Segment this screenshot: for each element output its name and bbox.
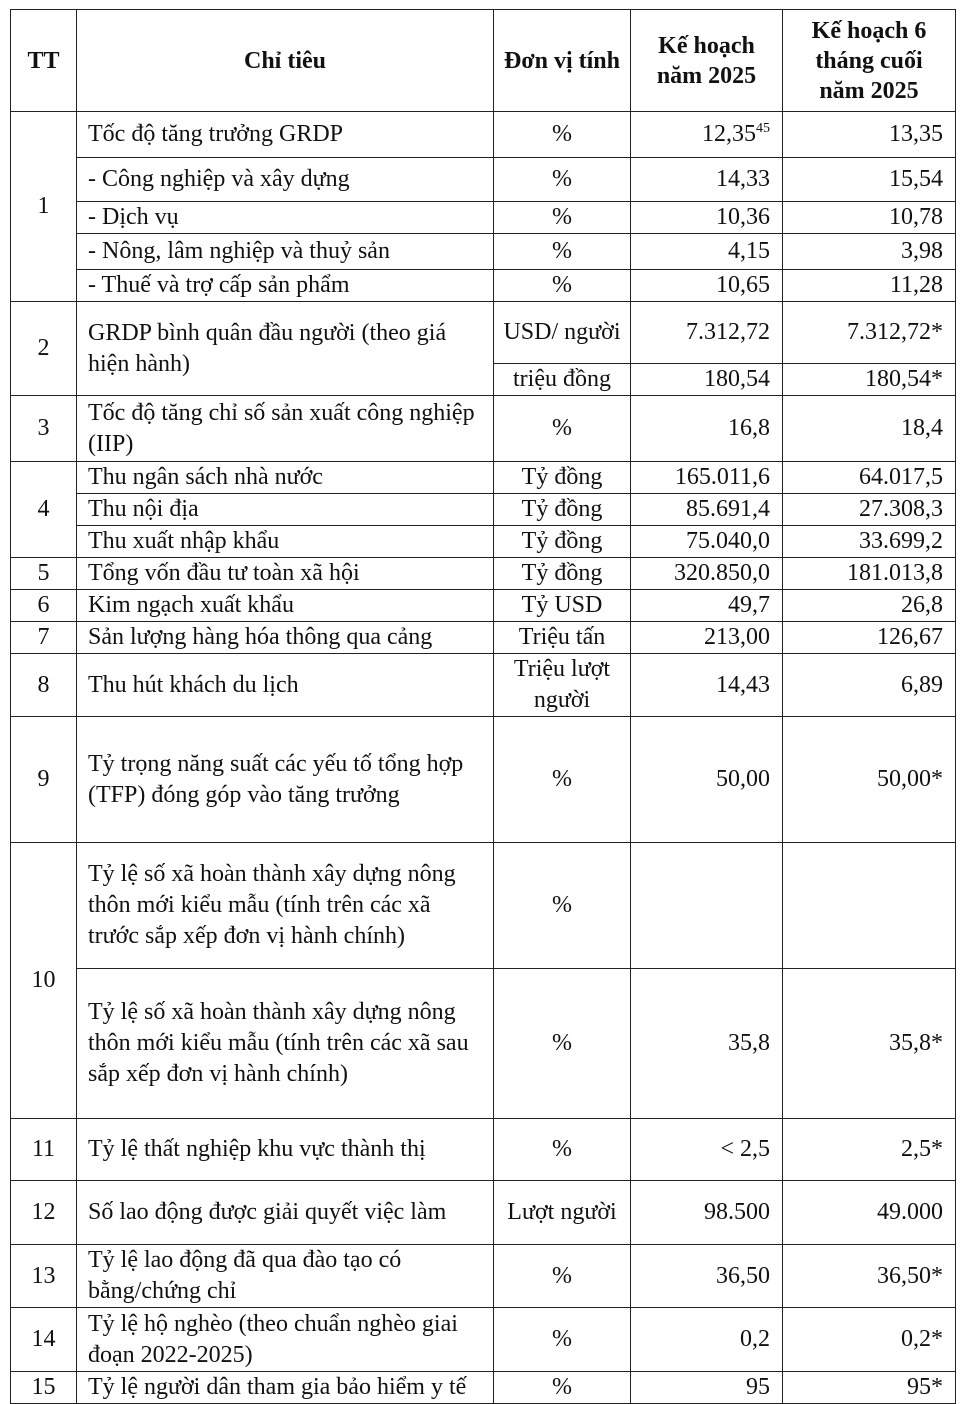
plan-6m-value: 7.312,72* bbox=[783, 302, 956, 364]
plan-year-value: 98.500 bbox=[631, 1181, 783, 1245]
indicator-unit: Triệu lượt người bbox=[494, 654, 631, 717]
row-number: 15 bbox=[11, 1372, 77, 1404]
row-number: 9 bbox=[11, 717, 77, 843]
table-row bbox=[11, 1372, 956, 1404]
indicator-name: - Công nghiệp và xây dựng bbox=[77, 158, 494, 202]
plan-year-value: 165.011,6 bbox=[631, 462, 783, 494]
table-row bbox=[11, 462, 956, 494]
plan-6m-value: 64.017,5 bbox=[783, 462, 956, 494]
plan-6m-value: 181.013,8 bbox=[783, 558, 956, 590]
plan-year-value: 50,00 bbox=[631, 717, 783, 843]
indicator-name: Tỷ trọng năng suất các yếu tố tổng hợp (TFP) đóng góp vào tăng trưởng bbox=[77, 717, 494, 843]
plan-year-value: 85.691,4 bbox=[631, 494, 783, 526]
header-plan-6-months: Kế hoạch 6 tháng cuối năm 2025 bbox=[783, 10, 956, 112]
table-row bbox=[11, 112, 956, 158]
plan-6m-value: 13,35 bbox=[783, 112, 956, 158]
indicator-table bbox=[10, 9, 956, 1404]
table-row bbox=[11, 843, 956, 969]
indicator-unit: Tỷ đồng bbox=[494, 494, 631, 526]
plan-6m-value: 95* bbox=[783, 1372, 956, 1404]
row-number: 11 bbox=[11, 1119, 77, 1181]
table-row bbox=[11, 590, 956, 622]
indicator-name: Tỷ lệ số xã hoàn thành xây dựng nông thôn mới kiểu mẫu (tính trên các xã sau sắp xếp đơn vị hành chính) bbox=[77, 969, 494, 1119]
indicator-name: Tốc độ tăng trưởng GRDP bbox=[77, 112, 494, 158]
indicator-unit: % bbox=[494, 234, 631, 270]
row-number: 6 bbox=[11, 590, 77, 622]
plan-year-value: 10,65 bbox=[631, 270, 783, 302]
plan-year-value: 14,43 bbox=[631, 654, 783, 717]
row-number: 1 bbox=[11, 112, 77, 302]
indicator-unit: Tỷ đồng bbox=[494, 526, 631, 558]
plan-6m-value: 18,4 bbox=[783, 396, 956, 462]
indicator-name: Số lao động được giải quyết việc làm bbox=[77, 1181, 494, 1245]
indicator-name: - Thuế và trợ cấp sản phẩm bbox=[77, 270, 494, 302]
plan-6m-value: 33.699,2 bbox=[783, 526, 956, 558]
row-number: 2 bbox=[11, 302, 77, 396]
indicator-unit: % bbox=[494, 843, 631, 969]
row-number: 14 bbox=[11, 1308, 77, 1372]
indicator-unit: % bbox=[494, 1119, 631, 1181]
table-row bbox=[11, 1245, 956, 1308]
row-number: 10 bbox=[11, 843, 77, 1119]
indicator-unit: % bbox=[494, 1308, 631, 1372]
indicator-name: - Dịch vụ bbox=[77, 202, 494, 234]
row-number: 12 bbox=[11, 1181, 77, 1245]
row-number: 7 bbox=[11, 622, 77, 654]
indicator-name: Thu xuất nhập khẩu bbox=[77, 526, 494, 558]
plan-year-value: < 2,5 bbox=[631, 1119, 783, 1181]
table-row bbox=[11, 1308, 956, 1372]
table-row bbox=[11, 1119, 956, 1181]
plan-year-value: 320.850,0 bbox=[631, 558, 783, 590]
indicator-unit: % bbox=[494, 112, 631, 158]
plan-value-main: 12,35 bbox=[702, 121, 756, 147]
plan-year-value: 213,00 bbox=[631, 622, 783, 654]
table-row bbox=[11, 494, 956, 526]
indicator-name: Tỷ lệ hộ nghèo (theo chuẩn nghèo giai đoạn 2022-2025) bbox=[77, 1308, 494, 1372]
row-number: 13 bbox=[11, 1245, 77, 1308]
plan-6m-value: 50,00* bbox=[783, 717, 956, 843]
indicator-name: Kim ngạch xuất khẩu bbox=[77, 590, 494, 622]
plan-6m-value: 2,5* bbox=[783, 1119, 956, 1181]
table-row bbox=[11, 558, 956, 590]
indicator-unit: % bbox=[494, 1245, 631, 1308]
row-number: 3 bbox=[11, 396, 77, 462]
plan-6m-value: 11,28 bbox=[783, 270, 956, 302]
indicator-unit: % bbox=[494, 270, 631, 302]
footnote-ref: 45 bbox=[756, 121, 770, 136]
indicator-unit: Tỷ đồng bbox=[494, 558, 631, 590]
indicator-unit: USD/ người bbox=[494, 302, 631, 364]
header-unit: Đơn vị tính bbox=[494, 10, 631, 112]
indicator-unit: Tỷ đồng bbox=[494, 462, 631, 494]
plan-year-value bbox=[631, 112, 783, 158]
header-tt: TT bbox=[11, 10, 77, 112]
indicator-unit: % bbox=[494, 717, 631, 843]
indicator-unit: Lượt người bbox=[494, 1181, 631, 1245]
plan-year-value: 95 bbox=[631, 1372, 783, 1404]
indicator-name: Thu nội địa bbox=[77, 494, 494, 526]
plan-6m-value bbox=[783, 843, 956, 969]
plan-year-value: 35,8 bbox=[631, 969, 783, 1119]
plan-year-value: 14,33 bbox=[631, 158, 783, 202]
indicator-name: Tỷ lệ người dân tham gia bảo hiểm y tế bbox=[77, 1372, 494, 1404]
plan-6m-value: 180,54* bbox=[783, 364, 956, 396]
table-row bbox=[11, 202, 956, 234]
plan-6m-value: 49.000 bbox=[783, 1181, 956, 1245]
plan-6m-value: 10,78 bbox=[783, 202, 956, 234]
plan-year-value: 49,7 bbox=[631, 590, 783, 622]
indicator-name: Tỷ lệ lao động đã qua đào tạo có bằng/chứng chỉ bbox=[77, 1245, 494, 1308]
plan-year-value: 7.312,72 bbox=[631, 302, 783, 364]
indicator-unit: % bbox=[494, 396, 631, 462]
plan-6m-value: 15,54 bbox=[783, 158, 956, 202]
indicator-unit: triệu đồng bbox=[494, 364, 631, 396]
plan-year-value: 75.040,0 bbox=[631, 526, 783, 558]
plan-year-value: 180,54 bbox=[631, 364, 783, 396]
plan-year-value: 4,15 bbox=[631, 234, 783, 270]
header-indicator: Chỉ tiêu bbox=[77, 10, 494, 112]
plan-year-value: 36,50 bbox=[631, 1245, 783, 1308]
indicator-name: Tốc độ tăng chỉ số sản xuất công nghiệp (IIP) bbox=[77, 396, 494, 462]
indicator-name: - Nông, lâm nghiệp và thuỷ sản bbox=[77, 234, 494, 270]
table-row bbox=[11, 622, 956, 654]
table-row bbox=[11, 302, 956, 364]
indicator-name: Tổng vốn đầu tư toàn xã hội bbox=[77, 558, 494, 590]
plan-6m-value: 35,8* bbox=[783, 969, 956, 1119]
plan-6m-value: 0,2* bbox=[783, 1308, 956, 1372]
indicator-unit: Tỷ USD bbox=[494, 590, 631, 622]
indicator-name: Tỷ lệ số xã hoàn thành xây dựng nông thôn mới kiểu mẫu (tính trên các xã trước sắp xếp đơn vị hành chính) bbox=[77, 843, 494, 969]
table-row bbox=[11, 717, 956, 843]
indicator-unit: % bbox=[494, 158, 631, 202]
indicator-name: Sản lượng hàng hóa thông qua cảng bbox=[77, 622, 494, 654]
indicator-unit: Triệu tấn bbox=[494, 622, 631, 654]
header-plan-year: Kế hoạch năm 2025 bbox=[631, 10, 783, 112]
plan-year-value: 10,36 bbox=[631, 202, 783, 234]
plan-6m-value: 6,89 bbox=[783, 654, 956, 717]
indicator-unit: % bbox=[494, 202, 631, 234]
indicator-name: Tỷ lệ thất nghiệp khu vực thành thị bbox=[77, 1119, 494, 1181]
plan-year-value bbox=[631, 843, 783, 969]
plan-6m-value: 27.308,3 bbox=[783, 494, 956, 526]
plan-6m-value: 36,50* bbox=[783, 1245, 956, 1308]
header-row bbox=[11, 10, 956, 112]
indicator-name: Thu ngân sách nhà nước bbox=[77, 462, 494, 494]
plan-6m-value: 3,98 bbox=[783, 234, 956, 270]
plan-year-value: 0,2 bbox=[631, 1308, 783, 1372]
table-row bbox=[11, 396, 956, 462]
plan-year-value: 16,8 bbox=[631, 396, 783, 462]
plan-6m-value: 126,67 bbox=[783, 622, 956, 654]
row-number: 5 bbox=[11, 558, 77, 590]
table-row bbox=[11, 1181, 956, 1245]
table-row bbox=[11, 270, 956, 302]
indicator-unit: % bbox=[494, 969, 631, 1119]
table-row bbox=[11, 526, 956, 558]
table-row bbox=[11, 969, 956, 1119]
indicator-unit: % bbox=[494, 1372, 631, 1404]
indicator-name: GRDP bình quân đầu người (theo giá hiện hành) bbox=[77, 302, 494, 396]
indicator-name: Thu hút khách du lịch bbox=[77, 654, 494, 717]
plan-6m-value: 26,8 bbox=[783, 590, 956, 622]
row-number: 8 bbox=[11, 654, 77, 717]
table-row bbox=[11, 158, 956, 202]
row-number: 4 bbox=[11, 462, 77, 558]
table-row bbox=[11, 234, 956, 270]
table-row bbox=[11, 654, 956, 717]
